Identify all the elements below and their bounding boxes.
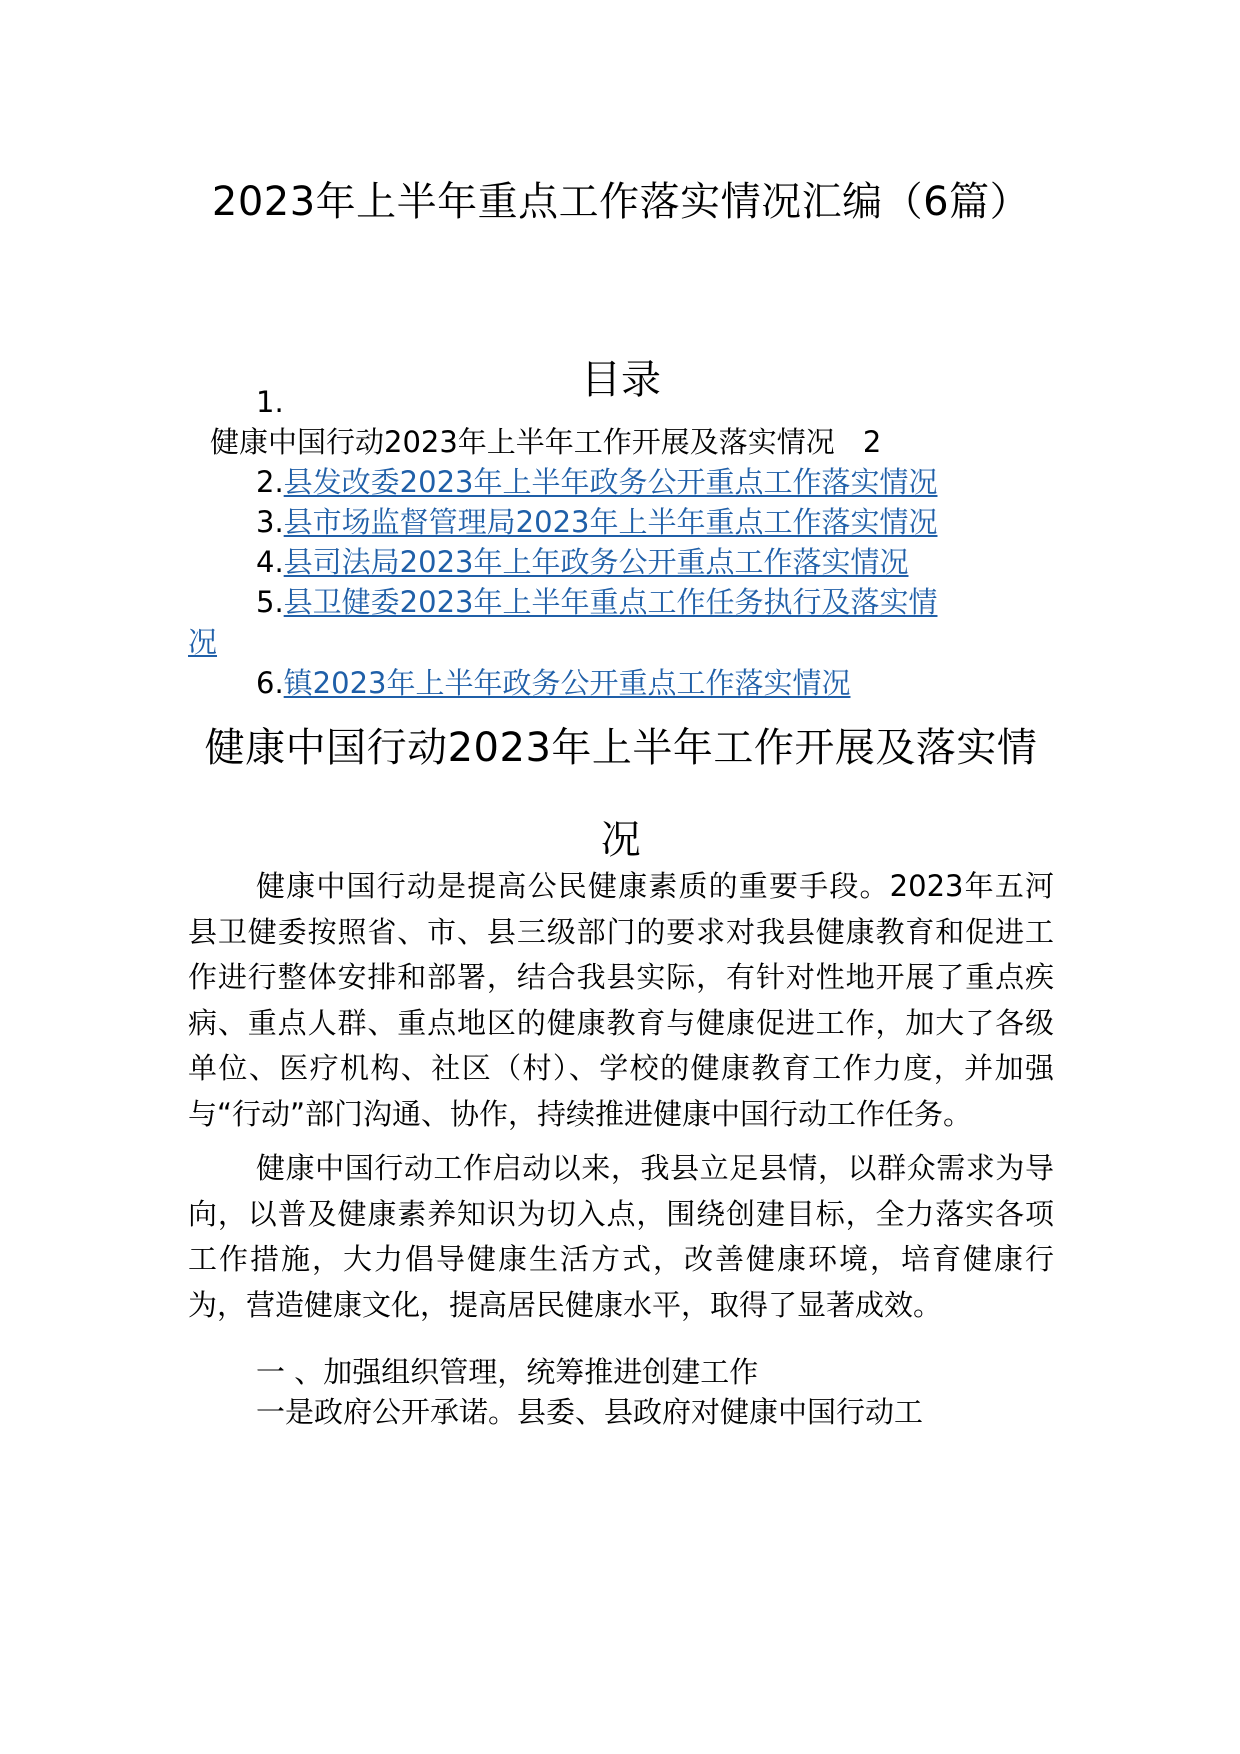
toc-item-4[interactable] (188, 540, 1054, 585)
document-title: 2023年上半年重点工作落实情况汇编（6篇） (211, 179, 1031, 225)
toc-item-6-number: 6. (256, 666, 284, 700)
toc-item-5-link-line2[interactable]: 况 (188, 625, 218, 659)
toc-item-3-number: 3. (256, 505, 284, 539)
body-paragraph-2: 健康中国行动工作启动以来，我县立足县情，以群众需求为导向，以普及健康素养知识为切入点，围绕创建目标，全力落实各项工作措施，大力倡导健康生活方式，改善健康环境，培育健康行为，营造健康文化，提高居民健康水平，取得了显著成效。 (188, 1151, 1054, 1322)
toc-item-4-number: 4. (256, 545, 284, 579)
section-title: 健康中国行动2023年上半年工作开展及落实情况 (204, 725, 1038, 863)
toc-item-2[interactable] (188, 460, 1054, 505)
toc-item-4-link[interactable]: 县司法局2023年上年政务公开重点工作落实情况 (283, 545, 909, 579)
toc-item-6[interactable] (188, 661, 1054, 706)
toc-item-1-label: 健康中国行动2023年上半年工作开展及落实情况 (210, 425, 835, 459)
toc-item-1[interactable] (210, 420, 1076, 465)
toc-item-5-number: 5. (256, 585, 284, 619)
toc-item-5-link[interactable]: 县卫健委2023年上半年重点工作任务执行及落实情 (283, 585, 938, 619)
toc-item-1-page: 2 (862, 425, 882, 459)
toc-item-2-number: 2. (256, 465, 284, 499)
section-subheading: 一 、加强组织管理，统筹推进创建工作 (256, 1355, 759, 1389)
toc-item-5-continuation[interactable] (188, 620, 1054, 665)
toc-item-3[interactable] (188, 500, 1054, 545)
toc-item-2-link[interactable]: 县发改委2023年上半年政务公开重点工作落实情况 (283, 465, 938, 499)
body-paragraph-1: 健康中国行动是提高公民健康素质的重要手段。2023年五河县卫健委按照省、市、县三级部门的要求对我县健康教育和促进工作进行整体安排和部署，结合我县实际，有针对性地开展了重点疾病、重点人群、重点地区的健康教育与健康促进工作，加大了各级单位、医疗机构、社区（村）、学校的健康教育工作力度，并加强与“行动”部门沟通、协作，持续推进健康中国行动工作任务。 (188, 869, 1054, 1131)
toc-item-1-number: 1. (256, 385, 284, 419)
toc-item-5[interactable] (188, 580, 1054, 625)
toc-item-6-link[interactable]: 镇2023年上半年政务公开重点工作落实情况 (283, 666, 851, 700)
toc-heading: 目录 (581, 357, 661, 403)
body-paragraph-3: 一是政府公开承诺。县委、县政府对健康中国行动工 (256, 1395, 924, 1429)
toc-item-3-link[interactable]: 县市场监督管理局2023年上半年重点工作落实情况 (283, 505, 938, 539)
